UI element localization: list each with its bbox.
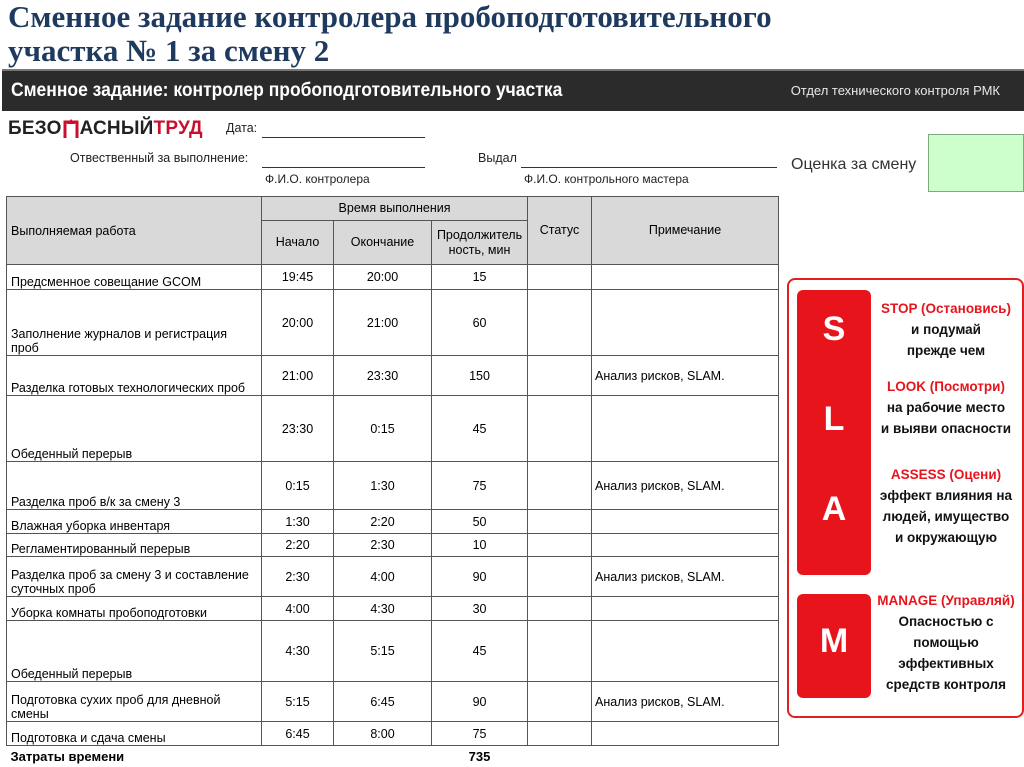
form-header-bar bbox=[2, 69, 1024, 111]
master-caption: Ф.И.О. контрольного мастера bbox=[524, 172, 689, 186]
table-row bbox=[7, 396, 779, 462]
task-start: 21:00 bbox=[262, 356, 334, 396]
task-start: 19:45 bbox=[262, 265, 334, 290]
task-end: 8:00 bbox=[334, 722, 432, 746]
task-status[interactable] bbox=[528, 557, 592, 597]
task-rows bbox=[7, 265, 779, 746]
task-note bbox=[592, 621, 779, 682]
task-status[interactable] bbox=[528, 534, 592, 557]
logo-text-part-3: ТРУД bbox=[153, 118, 203, 139]
slam-panel bbox=[787, 278, 1024, 718]
task-duration: 30 bbox=[432, 597, 528, 621]
slam-manage-line: помощью bbox=[913, 635, 979, 650]
company-logo bbox=[8, 116, 203, 142]
task-duration: 75 bbox=[432, 722, 528, 746]
task-note bbox=[592, 510, 779, 534]
task-duration: 15 bbox=[432, 265, 528, 290]
task-start: 20:00 bbox=[262, 290, 334, 356]
form-header-department: Отдел технического контроля РМК bbox=[790, 83, 1000, 98]
slam-item-look bbox=[871, 376, 1021, 439]
logo-p-arrow-icon bbox=[63, 119, 79, 139]
task-status[interactable] bbox=[528, 722, 592, 746]
task-duration: 45 bbox=[432, 396, 528, 462]
slam-manage-line: средств контроля bbox=[885, 677, 1007, 692]
task-start: 6:45 bbox=[262, 722, 334, 746]
slam-manage-head: MANAGE (Управляй) bbox=[877, 593, 1015, 608]
task-note: Анализ рисков, SLAM. bbox=[592, 462, 779, 510]
task-work: Подготовка сухих проб для дневной смены bbox=[7, 682, 262, 722]
table-row bbox=[7, 557, 779, 597]
task-work: Регламентированный перерыв bbox=[7, 534, 262, 557]
task-duration: 75 bbox=[432, 462, 528, 510]
task-note bbox=[592, 290, 779, 356]
slam-item-assess bbox=[871, 464, 1021, 548]
shift-score-label: Оценка за смену bbox=[791, 156, 917, 173]
task-work: Уборка комнаты пробоподготовки bbox=[7, 597, 262, 621]
shift-task-table bbox=[6, 196, 779, 767]
task-duration: 150 bbox=[432, 356, 528, 396]
shift-score-field[interactable] bbox=[928, 134, 1024, 192]
task-status[interactable] bbox=[528, 621, 592, 682]
task-duration: 10 bbox=[432, 534, 528, 557]
slam-letters-box-bottom bbox=[797, 594, 871, 698]
slam-letter-m: M bbox=[819, 622, 849, 660]
controller-caption: Ф.И.О. контролера bbox=[265, 172, 370, 186]
task-note bbox=[592, 534, 779, 557]
task-start: 2:30 bbox=[262, 557, 334, 597]
task-end: 6:45 bbox=[334, 682, 432, 722]
task-status[interactable] bbox=[528, 396, 592, 462]
task-start: 0:15 bbox=[262, 462, 334, 510]
logo-text-part-1: БЕЗО bbox=[8, 118, 62, 139]
task-work: Обеденный перерыв bbox=[7, 396, 262, 462]
task-start: 4:00 bbox=[262, 597, 334, 621]
task-start: 1:30 bbox=[262, 510, 334, 534]
task-status[interactable] bbox=[528, 510, 592, 534]
task-duration: 50 bbox=[432, 510, 528, 534]
task-note: Анализ рисков, SLAM. bbox=[592, 682, 779, 722]
task-end: 20:00 bbox=[334, 265, 432, 290]
task-end: 4:00 bbox=[334, 557, 432, 597]
task-note bbox=[592, 265, 779, 290]
task-status[interactable] bbox=[528, 356, 592, 396]
task-note bbox=[592, 597, 779, 621]
header-note: Примечание bbox=[592, 197, 779, 265]
header-status: Статус bbox=[528, 197, 592, 265]
header-end: Окончание bbox=[334, 221, 432, 265]
task-note: Анализ рисков, SLAM. bbox=[592, 356, 779, 396]
task-work: Предсменное совещание GCOM bbox=[7, 265, 262, 290]
task-duration: 90 bbox=[432, 682, 528, 722]
table-row bbox=[7, 621, 779, 682]
task-duration: 45 bbox=[432, 621, 528, 682]
master-name-field[interactable] bbox=[521, 167, 777, 168]
slam-assess-line: людей, имущество bbox=[882, 509, 1010, 524]
task-status[interactable] bbox=[528, 265, 592, 290]
task-end: 5:15 bbox=[334, 621, 432, 682]
slam-look-line: и выяви опасности bbox=[880, 421, 1012, 436]
task-status[interactable] bbox=[528, 290, 592, 356]
table-row bbox=[7, 534, 779, 557]
table-row bbox=[7, 682, 779, 722]
task-work: Влажная уборка инвентаря bbox=[7, 510, 262, 534]
header-time-group: Время выполнения bbox=[262, 197, 528, 221]
issued-label: Выдал bbox=[478, 151, 517, 165]
slam-stop-line: прежде чем bbox=[906, 343, 986, 358]
task-end: 0:15 bbox=[334, 396, 432, 462]
table-row bbox=[7, 265, 779, 290]
table-row bbox=[7, 722, 779, 746]
total-value: 735 bbox=[468, 749, 491, 765]
task-work: Подготовка и сдача смены bbox=[7, 722, 262, 746]
task-status[interactable] bbox=[528, 597, 592, 621]
task-end: 4:30 bbox=[334, 597, 432, 621]
task-work: Заполнение журналов и регистрация проб bbox=[7, 290, 262, 356]
form-header-title: Сменное задание: контролер пробоподготовительного участка bbox=[11, 80, 563, 101]
task-start: 5:15 bbox=[262, 682, 334, 722]
logo-text-part-2-wrap bbox=[62, 118, 154, 140]
task-status[interactable] bbox=[528, 682, 592, 722]
slam-look-line: на рабочие место bbox=[886, 400, 1006, 415]
slam-stop-head: STOP (Остановись) bbox=[881, 301, 1011, 316]
table-row bbox=[7, 290, 779, 356]
slam-letters-box-top bbox=[797, 290, 871, 575]
header-start: Начало bbox=[262, 221, 334, 265]
task-work: Обеденный перерыв bbox=[7, 621, 262, 682]
slam-letter-a: A bbox=[821, 490, 847, 528]
table-row bbox=[7, 356, 779, 396]
task-status[interactable] bbox=[528, 462, 592, 510]
logo-text-part-2: АСНЫЙ bbox=[79, 118, 154, 139]
task-start: 4:30 bbox=[262, 621, 334, 682]
task-work: Разделка готовых технологических проб bbox=[7, 356, 262, 396]
table-row bbox=[7, 462, 779, 510]
task-duration: 60 bbox=[432, 290, 528, 356]
controller-name-field[interactable] bbox=[262, 167, 425, 168]
responsible-label: Отвественный за выполнение: bbox=[70, 151, 249, 165]
slam-item-stop bbox=[871, 298, 1021, 361]
task-work: Разделка проб в/к за смену 3 bbox=[7, 462, 262, 510]
task-note bbox=[592, 396, 779, 462]
task-start: 23:30 bbox=[262, 396, 334, 462]
task-start: 2:20 bbox=[262, 534, 334, 557]
table-row bbox=[7, 597, 779, 621]
slam-letter-s: S bbox=[822, 310, 846, 348]
task-duration: 90 bbox=[432, 557, 528, 597]
slam-item-manage bbox=[871, 590, 1021, 695]
task-end: 2:30 bbox=[334, 534, 432, 557]
slam-assess-head: ASSESS (Оцени) bbox=[890, 467, 1002, 482]
task-work: Разделка проб за смену 3 и составление суточных проб bbox=[7, 557, 262, 597]
slam-assess-line: эффект влияния на bbox=[879, 488, 1013, 503]
task-note: Анализ рисков, SLAM. bbox=[592, 557, 779, 597]
total-label: Затраты времени bbox=[10, 749, 125, 765]
page-title bbox=[8, 0, 1018, 68]
slam-assess-line: и окружающую bbox=[895, 530, 997, 545]
slam-manage-line: эффективных bbox=[898, 656, 994, 671]
slam-look-head: LOOK (Посмотри) bbox=[887, 379, 1005, 394]
page-title-line-1: Сменное задание контролера пробоподготовительного bbox=[8, 0, 772, 34]
task-end: 1:30 bbox=[334, 462, 432, 510]
slam-letter-l: L bbox=[823, 400, 845, 438]
date-field[interactable] bbox=[262, 137, 425, 138]
date-label: Дата: bbox=[226, 121, 258, 135]
page-title-line-2: участка № 1 за смену 2 bbox=[8, 33, 330, 68]
table-row bbox=[7, 510, 779, 534]
slam-stop-line: и подумай bbox=[911, 322, 981, 337]
header-work: Выполняемая работа bbox=[7, 197, 262, 265]
header-duration: Продолжитель ность, мин bbox=[432, 221, 528, 265]
task-end: 23:30 bbox=[334, 356, 432, 396]
task-end: 2:20 bbox=[334, 510, 432, 534]
task-end: 21:00 bbox=[334, 290, 432, 356]
slam-manage-line: Опасностью с bbox=[898, 614, 994, 629]
task-note bbox=[592, 722, 779, 746]
